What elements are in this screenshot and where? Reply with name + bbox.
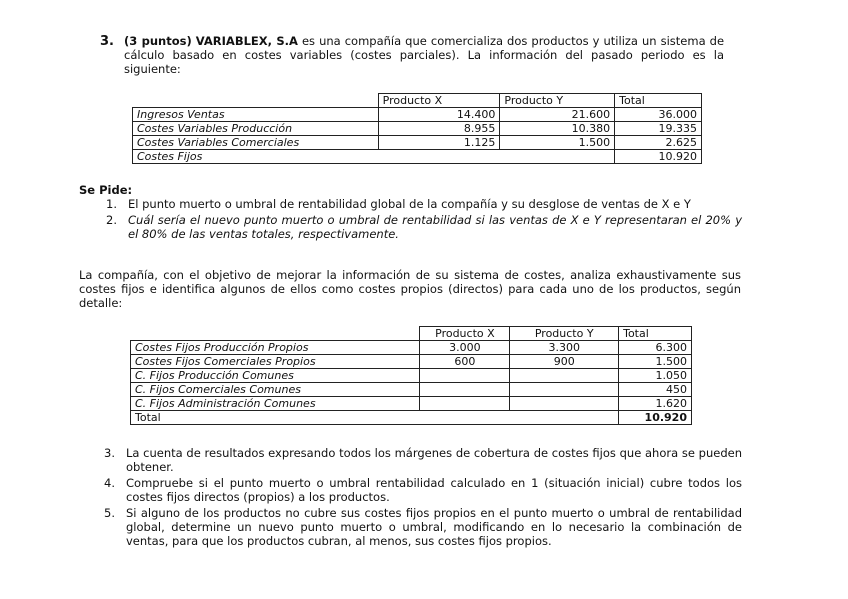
table-row (133, 108, 702, 122)
row-label: C. Fijos Comerciales Comunes (131, 383, 420, 397)
se-pide-title: Se Pide: (79, 183, 133, 197)
paragraph-fixed-costs: La compañía, con el objetivo de mejorar la información de su sistema de costes, analiza exhaustivamente sus costes fijos e identifica algunos de ellos como costes propios (directos) para cada uno de los productos, según detalle: (79, 268, 741, 310)
item-text: Cuál sería el nuevo punto muerto o umbral de rentabilidad si las ventas de X e Y representaran el 20% y el 80% de las ventas totales, respectivamente. (128, 213, 742, 241)
item-text: Compruebe si el punto muerto o umbral rentabilidad calculado en 1 (situación inicial) cubre todos los costes fijos directos (propios) a los productos. (126, 476, 742, 504)
cell-y: 3.300 (510, 341, 619, 355)
item-number: 5. (104, 506, 115, 520)
table-header-row (131, 327, 692, 341)
cell-total: 36.000 (615, 108, 702, 122)
item-text: Si alguno de los productos no cubre sus costes fijos propios en el punto muerto o umbral de rentabilidad global, determine un nuevo punto muerto o umbral, modificando en lo necesario la combinación de ventas, para que los productos cubran, al menos, sus costes fijos propios. (126, 506, 742, 548)
table-row (131, 411, 692, 425)
cell-y: 1.500 (500, 136, 615, 150)
cell-y (510, 397, 619, 411)
exercise-number: 3. (100, 34, 114, 49)
list-item (106, 197, 742, 211)
header-total: Total (615, 94, 702, 108)
cell-total: 1.500 (619, 355, 692, 369)
table-row (131, 383, 692, 397)
list-item (104, 446, 742, 474)
table-row (131, 397, 692, 411)
cell-y: 10.380 (500, 122, 615, 136)
item-number: 4. (104, 476, 115, 490)
table-fixed-costs (130, 326, 692, 425)
exercise-points: (3 puntos) (124, 34, 192, 48)
table-initial-data (132, 93, 702, 164)
cell-x: 8.955 (378, 122, 500, 136)
cell-total: 1.620 (619, 397, 692, 411)
cell-total: 2.625 (615, 136, 702, 150)
cell-x: 1.125 (378, 136, 500, 150)
header-producto-x: Producto X (420, 327, 510, 341)
cell-total: 10.920 (619, 411, 692, 425)
table-row (131, 369, 692, 383)
table-row (133, 122, 702, 136)
row-label: Costes Fijos Producción Propios (131, 341, 420, 355)
item-text: La cuenta de resultados expresando todos los márgenes de cobertura de costes fijos que ahora se pueden obtener. (126, 446, 742, 474)
list-item (104, 476, 742, 504)
row-label: Costes Variables Producción (133, 122, 379, 136)
row-label: Ingresos Ventas (133, 108, 379, 122)
row-label: C. Fijos Producción Comunes (131, 369, 420, 383)
cell-total: 19.335 (615, 122, 702, 136)
table-row (133, 150, 702, 164)
cell-total: 1.050 (619, 369, 692, 383)
cell-y: 900 (510, 355, 619, 369)
item-number: 1. (106, 197, 117, 211)
row-label: Costes Fijos Comerciales Propios (131, 355, 420, 369)
table-row (131, 355, 692, 369)
item-text: El punto muerto o umbral de rentabilidad global de la compañía y su desglose de ventas de X e Y (128, 197, 691, 211)
list-item (104, 506, 742, 548)
cell-y (510, 369, 619, 383)
cell-total: 10.920 (615, 150, 702, 164)
cell-x (420, 397, 510, 411)
table-row (131, 341, 692, 355)
row-label: Costes Variables Comerciales (133, 136, 379, 150)
empty-header-cell (131, 327, 420, 341)
table-row (133, 136, 702, 150)
questions-list (104, 446, 742, 548)
cell-y (510, 383, 619, 397)
cell-x (420, 383, 510, 397)
exercise-intro (124, 34, 724, 76)
item-number: 3. (104, 446, 115, 460)
header-producto-x: Producto X (378, 94, 500, 108)
cell-x (420, 369, 510, 383)
table-header-row (133, 94, 702, 108)
header-total: Total (619, 327, 692, 341)
cell-x: 600 (420, 355, 510, 369)
cell-total: 6.300 (619, 341, 692, 355)
cell-x: 14.400 (378, 108, 500, 122)
item-number: 2. (106, 213, 117, 227)
cell-y: 21.600 (500, 108, 615, 122)
row-label: C. Fijos Administración Comunes (131, 397, 420, 411)
header-producto-y: Producto Y (510, 327, 619, 341)
cell-x: 3.000 (420, 341, 510, 355)
list-item (106, 213, 742, 241)
empty-header-cell (133, 94, 379, 108)
cell-total: 450 (619, 383, 692, 397)
company-name: VARIABLEX, S.A (195, 34, 298, 48)
se-pide-list (106, 197, 742, 241)
header-producto-y: Producto Y (500, 94, 615, 108)
row-label: Total (131, 411, 619, 425)
intro-text: es una compañía que comercializa dos productos y utiliza un sistema de cálculo basado en costes variables (costes parciales). La información del pasado periodo es la siguiente: (124, 34, 725, 76)
row-label: Costes Fijos (133, 150, 615, 164)
